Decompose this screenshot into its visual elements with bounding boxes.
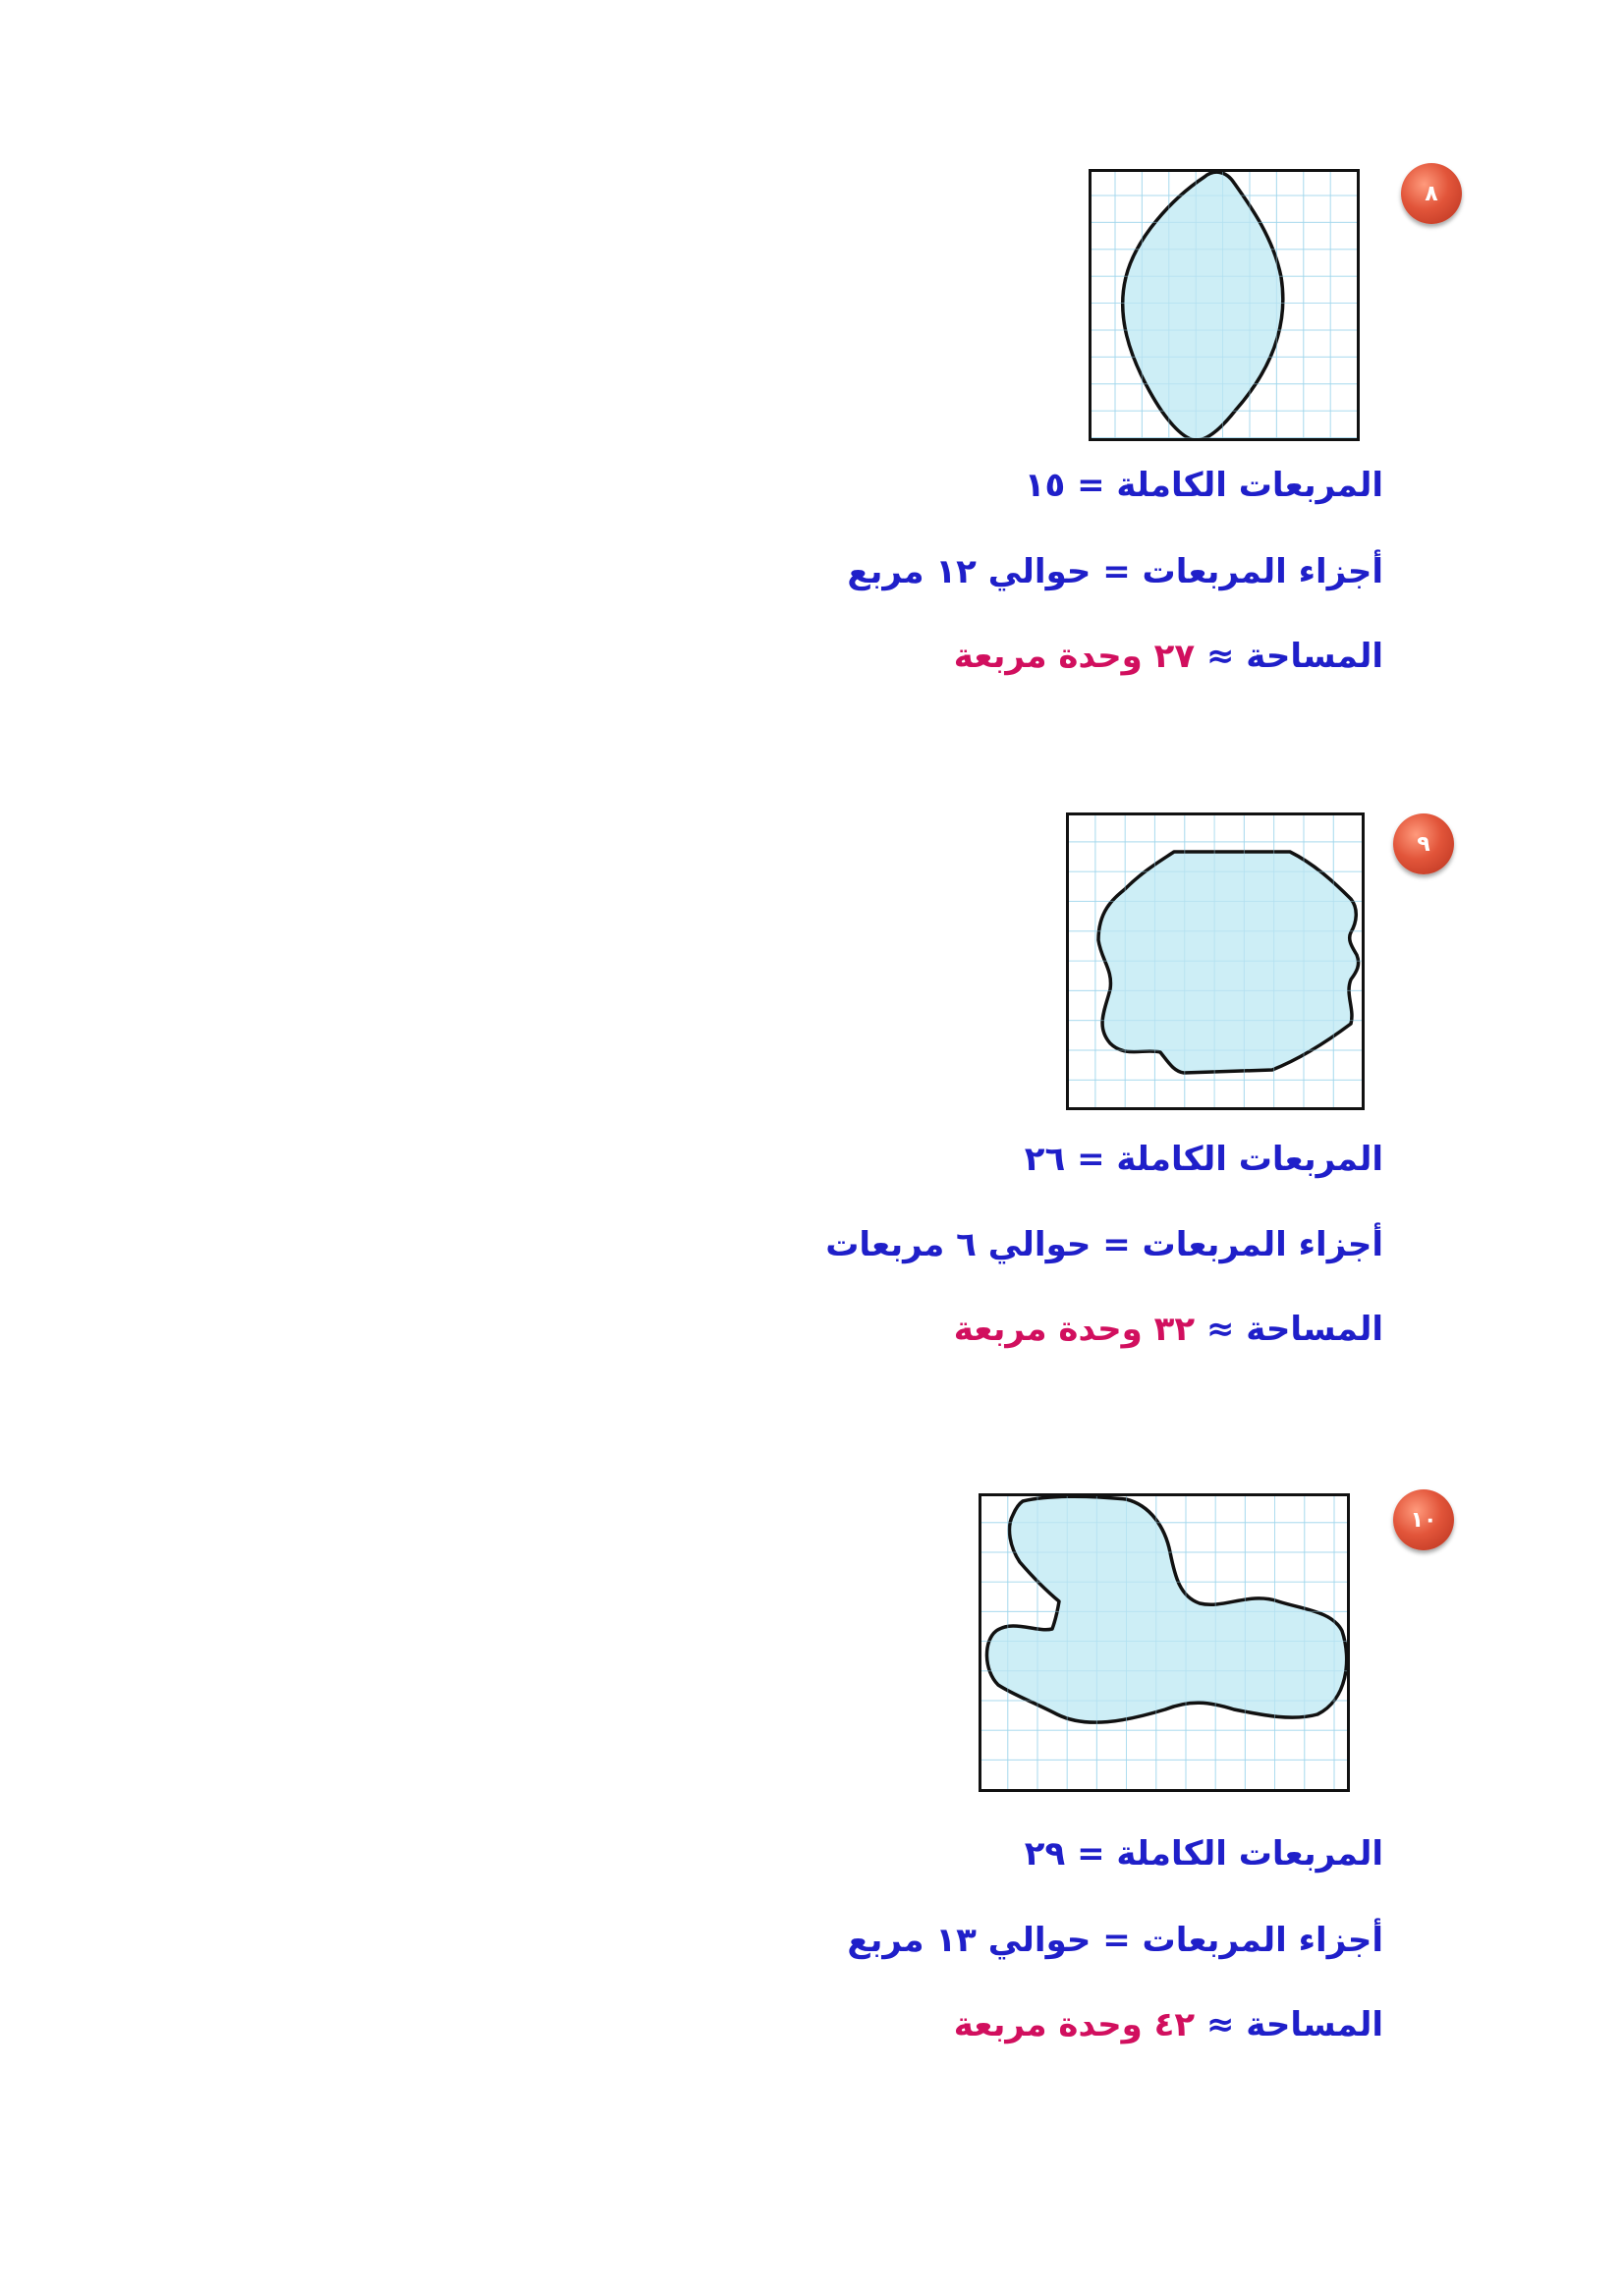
full-squares-line: المربعات الكاملة = ٢٩: [1024, 1834, 1383, 1874]
problem-number-badge: [1393, 1489, 1454, 1550]
partial-squares-line: أجزاء المربعات = حوالي ١٢ مربع: [847, 552, 1383, 591]
grid-figure-9: [1066, 812, 1365, 1110]
problem-number-badge: [1393, 813, 1454, 874]
full-squares-line: المربعات الكاملة = ١٥: [1024, 466, 1383, 505]
problem-number: ٨: [1425, 181, 1438, 206]
area-label: المساحة ≈: [1205, 1310, 1383, 1349]
area-value: ٤٢ وحدة مربعة: [953, 2005, 1196, 2044]
area-value: ٢٧ وحدة مربعة: [953, 637, 1196, 676]
area-label: المساحة ≈: [1205, 637, 1383, 676]
problem-number-badge: [1401, 163, 1462, 224]
partial-squares-line: أجزاء المربعات = حوالي ٦ مربعات: [825, 1225, 1383, 1264]
area-value: ٣٢ وحدة مربعة: [953, 1310, 1196, 1349]
grid-figure-8: [1089, 169, 1360, 441]
problem-number: ٩: [1417, 831, 1430, 857]
area-line: [954, 635, 1383, 678]
problem-number: ١٠: [1410, 1507, 1437, 1533]
partial-squares-line: أجزاء المربعات = حوالي ١٣ مربع: [847, 1921, 1383, 1960]
area-line: [954, 2003, 1383, 2046]
area-label: المساحة ≈: [1205, 2005, 1383, 2044]
full-squares-line: المربعات الكاملة = ٢٦: [1024, 1140, 1383, 1179]
grid-figure-10: [979, 1493, 1350, 1792]
area-line: [954, 1308, 1383, 1351]
